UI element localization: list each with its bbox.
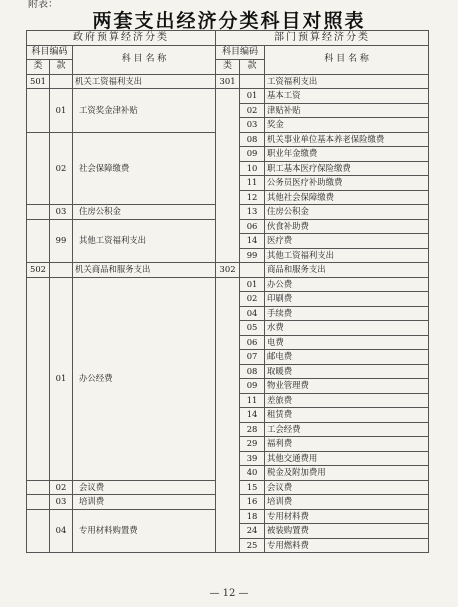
- dept-kuan-cell: 06: [240, 219, 265, 234]
- dept-name-cell: 取暖费: [265, 364, 429, 379]
- dept-name-cell: 手续费: [265, 306, 429, 321]
- page-number: — 12 —: [209, 588, 249, 599]
- dept-kuan-cell: 01: [240, 277, 265, 292]
- page-title: 两套支出经济分类科目对照表: [92, 10, 366, 32]
- dept-name-cell: 办公费: [265, 277, 429, 292]
- gov-kuan-cell: 03: [50, 205, 73, 220]
- dept-kuan-cell: 03: [240, 118, 265, 133]
- dept-lei-cell: [216, 277, 240, 553]
- dept-name-cell: 工资福利支出: [265, 74, 429, 89]
- header-name-gov: 科 目 名 称: [73, 45, 216, 74]
- gov-name-cell: 其他工资福利支出: [73, 219, 216, 263]
- header-gov: 政府预算经济分类: [27, 31, 216, 46]
- header-lei-dept: 类: [216, 60, 240, 75]
- dept-kuan-cell: 39: [240, 451, 265, 466]
- gov-lei-cell: [27, 509, 50, 553]
- dept-name-cell: 会议费: [265, 480, 429, 495]
- gov-lei-cell: [27, 132, 50, 205]
- gov-kuan-cell: 01: [50, 89, 73, 133]
- dept-kuan-cell: 10: [240, 161, 265, 176]
- gov-lei-cell: 502: [27, 263, 50, 278]
- gov-kuan-cell: [50, 74, 73, 89]
- classification-table: [26, 30, 429, 553]
- dept-name-cell: 印刷费: [265, 292, 429, 307]
- dept-name-cell: 其他交通费用: [265, 451, 429, 466]
- dept-kuan-cell: 14: [240, 408, 265, 423]
- dept-name-cell: 差旅费: [265, 393, 429, 408]
- dept-kuan-cell: 04: [240, 306, 265, 321]
- dept-kuan-cell: 08: [240, 364, 265, 379]
- gov-name-cell: 培训费: [73, 495, 216, 510]
- table-row: [27, 277, 429, 292]
- gov-name-cell: 住房公积金: [73, 205, 216, 220]
- gov-name-cell: 办公经费: [73, 277, 216, 480]
- dept-kuan-cell: 29: [240, 437, 265, 452]
- gov-name-cell: 机关工资福利支出: [73, 74, 216, 89]
- dept-kuan-cell: 11: [240, 393, 265, 408]
- gov-kuan-cell: 04: [50, 509, 73, 553]
- gov-name-cell: 专用材料购置费: [73, 509, 216, 553]
- dept-lei-cell: 301: [216, 74, 240, 89]
- dept-name-cell: 专用材料费: [265, 509, 429, 524]
- gov-name-cell: 工资奖金津补贴: [73, 89, 216, 133]
- dept-name-cell: 职业年金缴费: [265, 147, 429, 162]
- dept-name-cell: 被装购置费: [265, 524, 429, 539]
- dept-name-cell: 水费: [265, 321, 429, 336]
- header-name-dept: 科 目 名 称: [265, 45, 429, 74]
- gov-lei-cell: [27, 205, 50, 220]
- dept-name-cell: 其他工资福利支出: [265, 248, 429, 263]
- gov-name-cell: 会议费: [73, 480, 216, 495]
- dept-kuan-cell: 05: [240, 321, 265, 336]
- dept-name-cell: 税金及附加费用: [265, 466, 429, 481]
- dept-lei-cell: 302: [216, 263, 240, 278]
- dept-kuan-cell: 16: [240, 495, 265, 510]
- dept-name-cell: 商品和服务支出: [265, 263, 429, 278]
- header-dept: 部门预算经济分类: [216, 31, 429, 46]
- dept-name-cell: 伙食补助费: [265, 219, 429, 234]
- header-kuan-gov: 款: [50, 60, 73, 75]
- gov-kuan-cell: 02: [50, 480, 73, 495]
- gov-kuan-cell: 03: [50, 495, 73, 510]
- dept-kuan-cell: 18: [240, 509, 265, 524]
- table-row: [27, 263, 429, 278]
- gov-kuan-cell: 99: [50, 219, 73, 263]
- dept-kuan-cell: 09: [240, 379, 265, 394]
- dept-kuan-cell: 06: [240, 335, 265, 350]
- header-code-dept: 科目编码: [216, 45, 265, 60]
- dept-name-cell: 工会经费: [265, 422, 429, 437]
- table-row: [27, 89, 429, 104]
- dept-kuan-cell: 02: [240, 292, 265, 307]
- dept-kuan-cell: 13: [240, 205, 265, 220]
- dept-kuan-cell: 02: [240, 103, 265, 118]
- dept-kuan-cell: 15: [240, 480, 265, 495]
- dept-kuan-cell: [240, 74, 265, 89]
- dept-kuan-cell: 12: [240, 190, 265, 205]
- gov-lei-cell: [27, 480, 50, 495]
- dept-name-cell: 住房公积金: [265, 205, 429, 220]
- dept-name-cell: 职工基本医疗保险缴费: [265, 161, 429, 176]
- gov-name-cell: 机关商品和服务支出: [73, 263, 216, 278]
- dept-kuan-cell: 01: [240, 89, 265, 104]
- gov-name-cell: 社会保障缴费: [73, 132, 216, 205]
- dept-name-cell: 津贴补贴: [265, 103, 429, 118]
- header-row-group: [27, 31, 429, 46]
- header-row-code: [27, 45, 429, 60]
- dept-name-cell: 培训费: [265, 495, 429, 510]
- gov-lei-cell: [27, 277, 50, 480]
- dept-kuan-cell: 25: [240, 538, 265, 553]
- dept-kuan-cell: 24: [240, 524, 265, 539]
- header-code-gov: 科目编码: [27, 45, 73, 60]
- dept-name-cell: 租赁费: [265, 408, 429, 423]
- gov-kuan-cell: [50, 263, 73, 278]
- gov-kuan-cell: 02: [50, 132, 73, 205]
- dept-name-cell: 专用燃料费: [265, 538, 429, 553]
- dept-name-cell: 福利费: [265, 437, 429, 452]
- attachment-label: 附表：: [28, 0, 58, 10]
- dept-kuan-cell: 09: [240, 147, 265, 162]
- dept-kuan-cell: 07: [240, 350, 265, 365]
- dept-kuan-cell: 14: [240, 234, 265, 249]
- dept-name-cell: 邮电费: [265, 350, 429, 365]
- table-row: [27, 74, 429, 89]
- dept-name-cell: 其他社会保障缴费: [265, 190, 429, 205]
- dept-kuan-cell: 40: [240, 466, 265, 481]
- header-lei-gov: 类: [27, 60, 50, 75]
- gov-lei-cell: 501: [27, 74, 50, 89]
- header-kuan-dept: 款: [240, 60, 265, 75]
- gov-lei-cell: [27, 89, 50, 133]
- gov-lei-cell: [27, 495, 50, 510]
- dept-kuan-cell: 99: [240, 248, 265, 263]
- dept-name-cell: 医疗费: [265, 234, 429, 249]
- dept-name-cell: 电费: [265, 335, 429, 350]
- dept-name-cell: 公务员医疗补助缴费: [265, 176, 429, 191]
- gov-lei-cell: [27, 219, 50, 263]
- dept-name-cell: 机关事业单位基本养老保险缴费: [265, 132, 429, 147]
- gov-kuan-cell: 01: [50, 277, 73, 480]
- dept-lei-cell: [216, 89, 240, 263]
- dept-kuan-cell: [240, 263, 265, 278]
- dept-name-cell: 奖金: [265, 118, 429, 133]
- dept-name-cell: 基本工资: [265, 89, 429, 104]
- dept-name-cell: 物业管理费: [265, 379, 429, 394]
- dept-kuan-cell: 08: [240, 132, 265, 147]
- dept-kuan-cell: 11: [240, 176, 265, 191]
- dept-kuan-cell: 28: [240, 422, 265, 437]
